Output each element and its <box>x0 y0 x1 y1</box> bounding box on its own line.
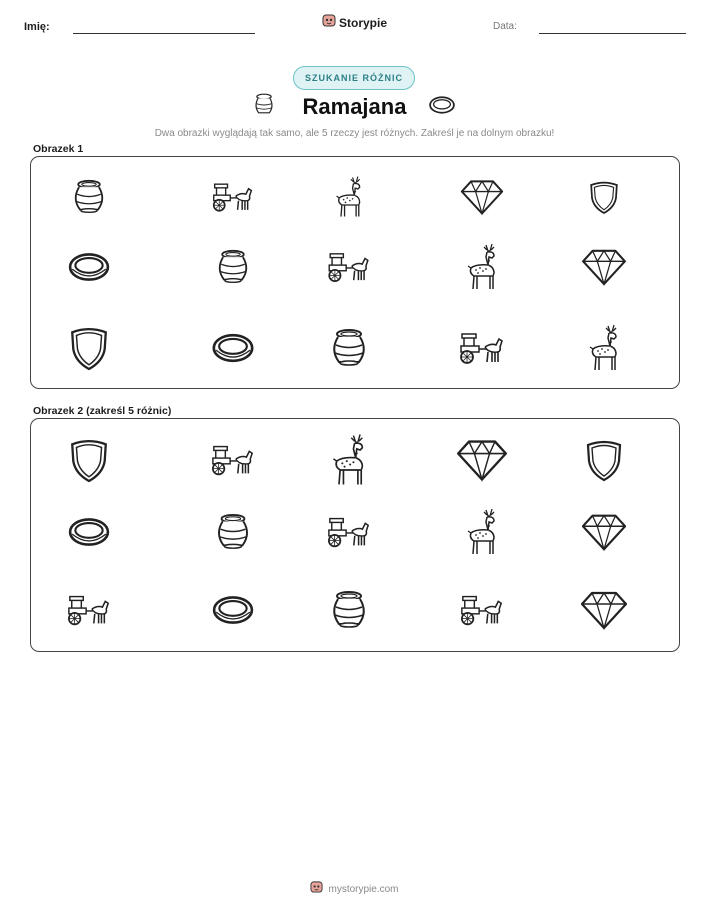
shield-icon <box>588 174 620 220</box>
diamond-icon <box>460 178 504 216</box>
ring-icon <box>211 332 255 364</box>
deer-icon[interactable] <box>329 426 369 494</box>
pot-icon <box>329 328 369 368</box>
pot-icon[interactable] <box>214 511 252 553</box>
chariot-icon <box>458 331 506 365</box>
mascot-icon <box>310 880 323 898</box>
pot-icon[interactable] <box>329 590 369 630</box>
instructions-text: Dwa obrazki wyglądają tak samo, ale 5 rzeczy jest różnych. Zakreśl je na dolnym obrazku! <box>154 128 555 139</box>
date-label: Data: <box>493 21 517 32</box>
deer-icon <box>586 323 622 373</box>
ring-icon <box>428 94 456 121</box>
chariot-icon <box>211 181 255 213</box>
chariot-icon[interactable] <box>326 515 372 549</box>
brand-name: Storypie <box>339 15 388 30</box>
ring-icon[interactable] <box>212 593 254 627</box>
ring-icon <box>68 251 110 283</box>
ring-icon[interactable] <box>68 516 110 548</box>
date-field-line[interactable] <box>539 33 686 34</box>
deer-icon[interactable] <box>464 508 500 556</box>
diamond-icon <box>581 248 627 286</box>
picture-2-label: Obrazek 2 (zakreśl 5 różnic) <box>33 405 172 417</box>
chariot-icon[interactable] <box>459 593 505 627</box>
diamond-icon[interactable] <box>456 431 508 489</box>
footer <box>0 880 709 898</box>
shield-icon <box>68 326 110 370</box>
deer-icon <box>464 243 500 291</box>
activity-badge: SZUKANIE RÓŻNIC <box>293 66 415 90</box>
shield-icon[interactable] <box>584 437 624 483</box>
picture-1-label: Obrazek 1 <box>33 143 84 155</box>
brand-logo <box>322 13 387 32</box>
pot-icon <box>71 177 107 217</box>
pot-icon <box>215 246 251 288</box>
chariot-icon[interactable] <box>66 593 112 627</box>
diamond-icon[interactable] <box>581 511 627 553</box>
name-label: Imię: <box>24 21 50 33</box>
deer-icon <box>333 174 365 220</box>
page-title: Ramajana <box>302 94 407 119</box>
mascot-icon <box>322 13 336 32</box>
name-field-line[interactable] <box>73 33 255 34</box>
shield-icon[interactable] <box>68 438 110 482</box>
chariot-icon[interactable] <box>210 443 256 477</box>
footer-url: mystorypie.com <box>328 883 399 895</box>
chariot-icon <box>326 251 372 283</box>
diamond-icon[interactable] <box>580 590 628 630</box>
